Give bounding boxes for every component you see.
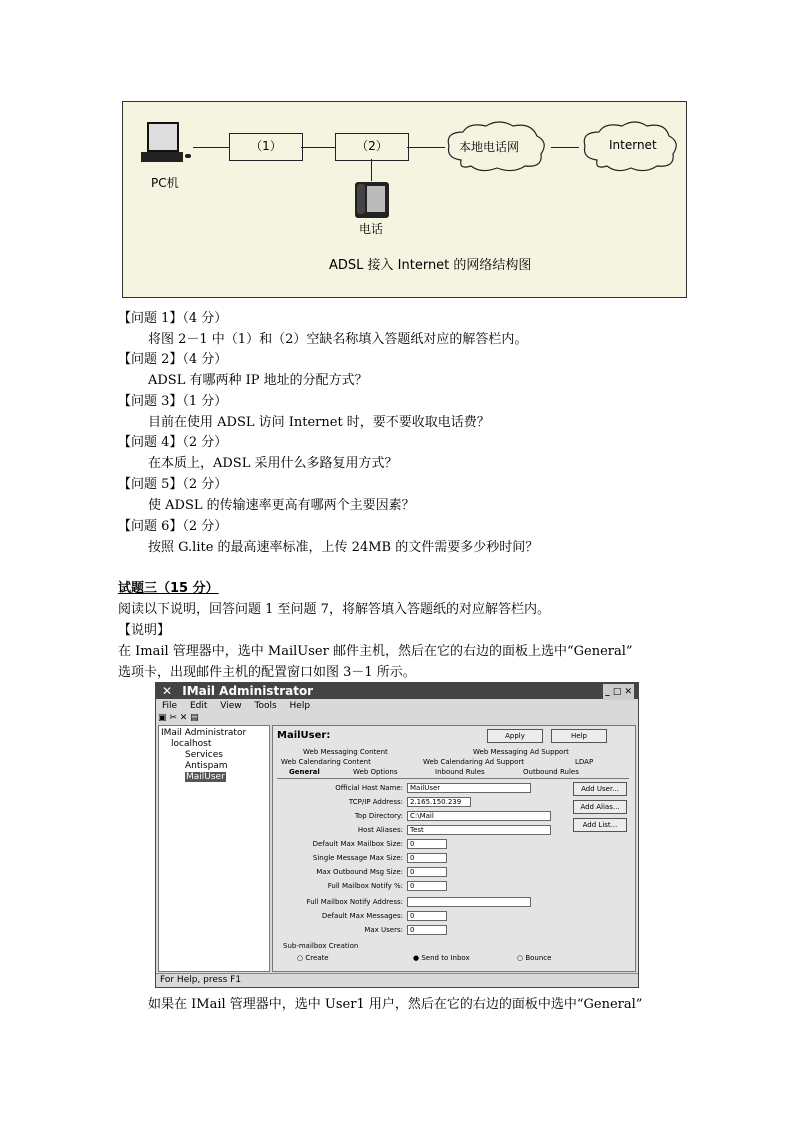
- question-2-head: 【问题 2】（4 分）: [118, 352, 228, 367]
- tab-web-calendaring-ad[interactable]: Web Calendaring Ad Support: [423, 758, 525, 766]
- server-tree: [158, 725, 270, 972]
- window-titlebar: [156, 683, 638, 699]
- radio-send-to-inbox[interactable]: ● Send to Inbox: [413, 954, 470, 962]
- cloud-internet-label: Internet: [609, 138, 657, 152]
- field-label: Max Outbound Msg Size:: [316, 868, 403, 876]
- field-label: Host Aliases:: [357, 826, 403, 834]
- default-max-messages-input[interactable]: 0: [407, 911, 447, 921]
- pc-icon: [141, 122, 187, 164]
- status-bar: For Help, press F1: [156, 973, 638, 987]
- section-3-para-1-line-1: 在 Imail 管理器中，选中 MailUser 邮件主机，然后在它的右边的面板上选中“General”: [118, 644, 633, 659]
- default-max-mailbox-size-input[interactable]: 0: [407, 839, 447, 849]
- network-diagram: [122, 101, 687, 298]
- section-3-title: 试题三（15 分）: [118, 581, 219, 596]
- max-users-input[interactable]: 0: [407, 925, 447, 935]
- field-label: Single Message Max Size:: [312, 854, 403, 862]
- question-4-head: 【问题 4】（2 分）: [118, 435, 228, 450]
- window-controls[interactable]: _ □ ✕: [603, 684, 634, 700]
- menu-tools[interactable]: Tools: [254, 701, 277, 711]
- tab-general[interactable]: General: [289, 768, 320, 776]
- window-title: IMail Administrator: [182, 684, 314, 698]
- tree-localhost[interactable]: localhost: [171, 739, 212, 749]
- radio-icon: ●: [413, 954, 422, 962]
- section-3-para-1-line-2: 选项卡，出现邮件主机的配置窗口如图 3－1 所示。: [118, 665, 416, 680]
- section-3-note-head: 【说明】: [118, 623, 171, 638]
- menu-edit[interactable]: Edit: [189, 701, 208, 711]
- tcpip-address-input[interactable]: 2.165.150.239: [407, 797, 471, 807]
- host-aliases-input[interactable]: Test: [407, 825, 551, 835]
- menu-help[interactable]: Help: [289, 701, 311, 711]
- panel-title: MailUser:: [277, 730, 331, 741]
- max-outbound-msg-size-input[interactable]: 0: [407, 867, 447, 877]
- question-2-body: ADSL 有哪两种 IP 地址的分配方式？: [148, 373, 368, 388]
- tab-web-options[interactable]: Web Options: [353, 768, 398, 776]
- toolbar: ▣ ✂ ✕ ▤: [158, 713, 199, 723]
- add-list-button[interactable]: Add List...: [573, 818, 627, 832]
- section-3-para-2: 如果在 IMail 管理器中，选中 User1 用户，然后在它的右边的面板中选中“General”: [148, 997, 643, 1012]
- tab-inbound-rules[interactable]: Inbound Rules: [435, 768, 485, 776]
- tree-services[interactable]: Services: [185, 750, 223, 760]
- box-1: （1）: [229, 133, 303, 161]
- cloud-local-label: 本地电话网: [459, 140, 520, 154]
- add-user-button[interactable]: Add User...: [573, 782, 627, 796]
- field-label: Full Mailbox Notify Address:: [306, 898, 403, 906]
- radio-icon: ○: [517, 954, 526, 962]
- single-message-max-size-input[interactable]: 0: [407, 853, 447, 863]
- tree-mailuser[interactable]: MailUser: [186, 772, 225, 782]
- apply-button[interactable]: Apply: [487, 729, 543, 743]
- tree-root[interactable]: IMail Administrator: [161, 728, 247, 738]
- tab-web-messaging-content[interactable]: Web Messaging Content: [303, 748, 388, 756]
- top-directory-input[interactable]: C:\Mail: [407, 811, 551, 821]
- app-icon: ✕: [162, 684, 173, 698]
- field-label: Official Host Name:: [335, 784, 403, 792]
- telephone-icon: [355, 182, 389, 218]
- field-label: TCP/IP Address:: [348, 798, 403, 806]
- field-label: Default Max Messages:: [321, 912, 403, 920]
- help-button[interactable]: Help: [551, 729, 607, 743]
- menu-bar: [156, 699, 638, 713]
- imail-admin-screenshot: [155, 682, 639, 988]
- menu-view[interactable]: View: [220, 701, 242, 711]
- question-3-head: 【问题 3】（1 分）: [118, 394, 228, 409]
- phone-label: 电话: [359, 222, 384, 236]
- section-3-intro: 阅读以下说明，回答问题 1 至问题 7，将解答填入答题纸的对应解答栏内。: [118, 602, 550, 617]
- field-label: Default Max Mailbox Size:: [312, 840, 403, 848]
- submailbox-label: Sub-mailbox Creation: [283, 942, 359, 950]
- add-alias-button[interactable]: Add Alias...: [573, 800, 627, 814]
- tab-web-messaging-ad[interactable]: Web Messaging Ad Support: [473, 748, 569, 756]
- question-6-head: 【问题 6】（2 分）: [118, 519, 228, 534]
- field-label: Full Mailbox Notify %:: [327, 882, 403, 890]
- figure-caption: ADSL 接入 Internet 的网络结构图: [329, 258, 532, 273]
- radio-create[interactable]: ○ Create: [297, 954, 329, 962]
- tree-antispam[interactable]: Antispam: [185, 761, 228, 771]
- official-host-name-input[interactable]: MailUser: [407, 783, 531, 793]
- question-1-body: 将图 2－1 中（1）和（2）空缺名称填入答题纸对应的解答栏内。: [148, 332, 528, 347]
- full-mailbox-notify-address-input[interactable]: [407, 897, 531, 907]
- radio-icon: ○: [297, 954, 306, 962]
- question-6-body: 按照 G.lite 的最高速率标准，上传 24MB 的文件需要多少秒时间？: [148, 540, 539, 555]
- question-4-body: 在本质上，ADSL 采用什么多路复用方式？: [148, 456, 398, 471]
- field-label: Top Directory:: [354, 812, 403, 820]
- tab-outbound-rules[interactable]: Outbound Rules: [523, 768, 579, 776]
- menu-file[interactable]: File: [162, 701, 178, 711]
- radio-bounce[interactable]: ○ Bounce: [517, 954, 552, 962]
- host-config-panel: [272, 725, 636, 972]
- question-5-body: 使 ADSL 的传输速率更高有哪两个主要因素？: [148, 498, 415, 513]
- full-mailbox-notify-input[interactable]: 0: [407, 881, 447, 891]
- tab-web-calendaring-content[interactable]: Web Calendaring Content: [281, 758, 371, 766]
- field-label: Max Users:: [364, 926, 403, 934]
- tab-ldap[interactable]: LDAP: [575, 758, 594, 766]
- question-3-body: 目前在使用 ADSL 访问 Internet 时，要不要收取电话费？: [148, 415, 490, 430]
- question-1-head: 【问题 1】（4 分）: [118, 311, 228, 326]
- box-2: （2）: [335, 133, 409, 161]
- question-5-head: 【问题 5】（2 分）: [118, 477, 228, 492]
- pc-label: PC机: [151, 176, 179, 190]
